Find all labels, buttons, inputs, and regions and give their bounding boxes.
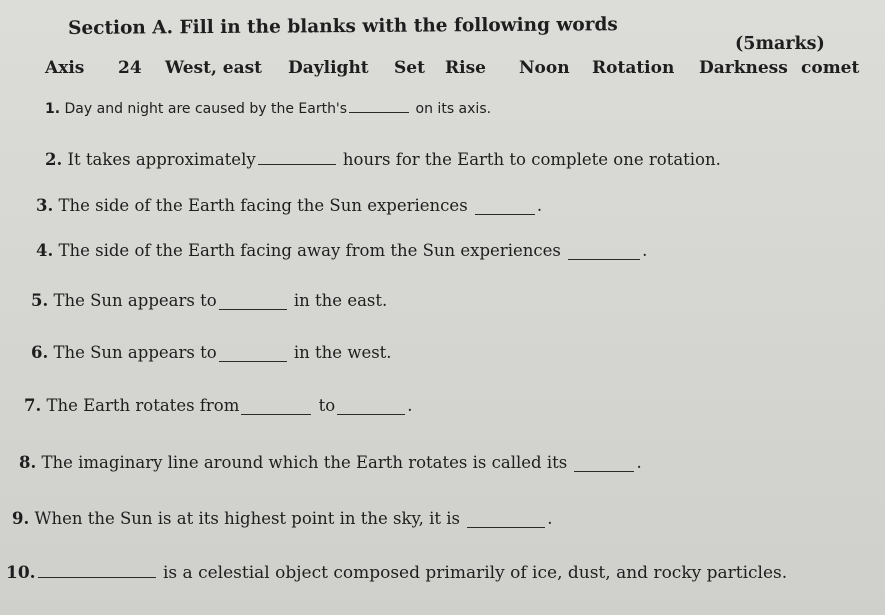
answer-blank[interactable] <box>219 308 287 310</box>
word-bank-item: Noon <box>519 58 570 78</box>
word-bank-item: West, east <box>165 58 263 78</box>
question-9 <box>12 509 552 528</box>
question-2 <box>45 150 721 169</box>
answer-blank[interactable] <box>467 526 545 528</box>
question-text: in the east. <box>293 291 388 310</box>
question-number: 8. <box>19 453 37 472</box>
word-bank-item: Darkness <box>699 58 788 78</box>
question-text: . <box>547 509 553 528</box>
question-text: hours for the Earth to complete one rotation. <box>342 150 721 169</box>
question-8 <box>19 453 642 472</box>
answer-blank[interactable] <box>337 413 405 415</box>
word-bank-item: Set <box>394 58 425 78</box>
question-text: . <box>642 241 648 260</box>
answer-blank[interactable] <box>574 470 634 472</box>
question-number: 6. <box>31 343 49 362</box>
question-text: The imaginary line around which the Earth rotates is called its <box>41 453 568 472</box>
question-number: 2. <box>45 150 63 169</box>
question-text: It takes approximately <box>67 150 256 169</box>
question-5 <box>31 291 387 310</box>
question-10 <box>6 563 787 583</box>
question-text: is a celestial object composed primarily of ice, dust, and rocky particles. <box>162 563 788 583</box>
question-text: When the Sun is at its highest point in the sky, it is <box>34 509 460 528</box>
question-number: 9. <box>12 509 30 528</box>
question-text: . <box>536 196 543 215</box>
question-number: 3. <box>36 196 54 215</box>
question-6 <box>31 343 392 362</box>
question-text: on its axis. <box>415 101 492 117</box>
question-number: 7. <box>24 396 42 415</box>
answer-blank[interactable] <box>258 163 336 165</box>
word-bank-item: Daylight <box>288 58 369 78</box>
word-bank-item: Rise <box>445 58 486 78</box>
word-bank-item: Rotation <box>592 58 675 78</box>
question-text: The Sun appears to <box>53 291 217 310</box>
question-7 <box>24 396 412 415</box>
word-bank-item: 24 <box>118 58 142 78</box>
answer-blank[interactable] <box>38 576 156 578</box>
question-text: . <box>636 453 642 472</box>
question-text: The side of the Earth facing away from the Sun experiences <box>58 241 561 260</box>
section-title: Section A. Fill in the blanks with the following words <box>68 14 618 39</box>
question-text: The side of the Earth facing the Sun experiences <box>58 196 468 215</box>
question-number: 10. <box>6 563 36 583</box>
question-text: The Earth rotates from <box>46 396 240 415</box>
word-bank-item: Axis <box>45 58 85 78</box>
answer-blank[interactable] <box>349 111 409 113</box>
question-4 <box>36 241 647 260</box>
answer-blank[interactable] <box>219 360 287 362</box>
answer-blank[interactable] <box>568 258 640 260</box>
question-text: . <box>407 396 413 415</box>
question-1 <box>45 101 491 117</box>
answer-blank[interactable] <box>241 413 311 415</box>
question-3 <box>36 196 542 215</box>
word-bank-item: comet <box>801 58 860 78</box>
word-bank <box>45 58 865 88</box>
question-number: 5. <box>31 291 49 310</box>
question-text: in the west. <box>293 343 392 362</box>
answer-blank[interactable] <box>475 213 535 215</box>
question-text: Day and night are caused by the Earth's <box>64 101 348 117</box>
question-text: The Sun appears to <box>53 343 217 362</box>
marks-label: (5marks) <box>735 34 825 54</box>
question-number: 4. <box>36 241 54 260</box>
question-text: to <box>318 396 336 415</box>
question-number: 1. <box>45 101 61 117</box>
